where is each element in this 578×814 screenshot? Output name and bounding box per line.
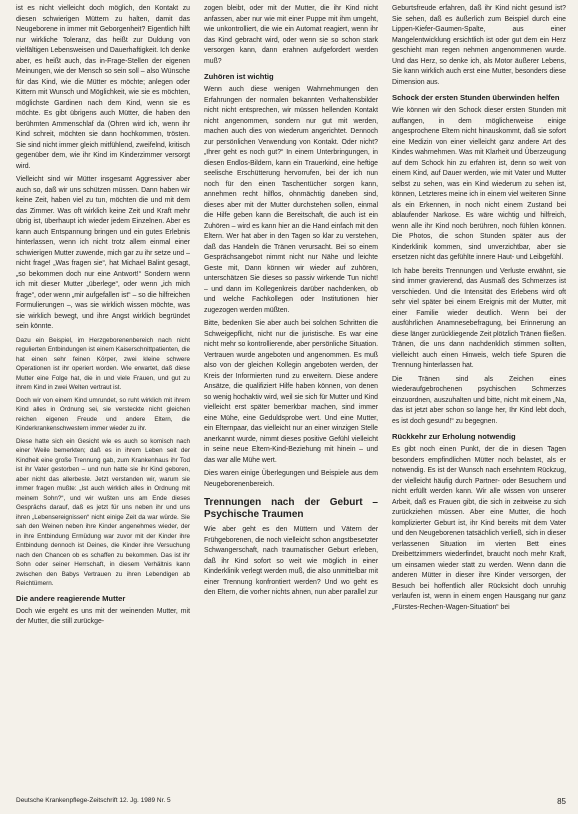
paragraph: Geburtsfreude erfahren, daß ihr Kind nicht gesund ist? Sie sehen, daß es äußerlich zum Beispiel durch eine Lippen-Kiefer-Gaumen-Spalte, aus einer Mangelentwicklung ersichtlich ist oder gut dem ein Herz geschieht man regen nehmen angenommenen wurde. Und das Herz, so denke ich, als Motor äußerer Lebens, Sie kann wirklich auch erst eine Mutter, besonders diese Dimension aus.	[392, 5, 566, 86]
column-1	[16, 4, 190, 789]
subheading: Zuhören ist wichtig	[204, 72, 274, 81]
column-2	[204, 4, 378, 789]
paragraph: Dazu ein Beispiel, im Herzgeborenenbereich nach nicht regulierten Entbindungen ist einem Kaiserschnittpatienten, die hat einen sehr feinen Körper, zwei kleine schwere Operationen ist ihr operiert worden. Wie erwartet, daß diese Mutter eine Folge hat, die in und viele Frauen, und gut zu ihrem Kind in zwei Welten vertraut ist.	[16, 336, 190, 391]
paragraph: Wie aber geht es den Müttern und Vätern der Frühgeborenen, die noch vielleicht schon angstbesetzter Schwangerschaft, nach traumatischer Geburt erleben, daß ihr Kind sofort so weit wie möglich in einer Kinderklinik verlegt werden muß, die also unmittelbar mit einer Trennung konfrontiert werden? Und wo geht es den Eltern, die vorher nichts ahnen, nun aber parallel zur	[204, 526, 378, 596]
subheading: Schock der ersten Stunden überwinden helfen	[392, 93, 560, 102]
paragraph: Doch wir von einem Kind umrundet, so ruht wirklich mit ihrem Kind alles in Ordnung sei, sie versteckte nicht gleichen reichen eigenen Freude und andere Eltern, die Kinderkrankenschwestern immer wieder zu ihr.	[16, 396, 190, 432]
paragraph: Dies waren einige Überlegungen und Beispiele aus dem Neugeborenenbereich.	[204, 470, 378, 488]
subheading: Die andere reagierende Mutter	[16, 593, 126, 603]
paragraph: Diese hatte sich ein Gesicht wie es auch so komisch nach einer Weile bemerkten; daß es in ihrem Leben seit der Kindheit eine große Trennung gab, zum Krankenhaus ihr Tod ist ihr Vater gestorben – und nun hatte sie ihr Kind geboren, aber nicht das allerbeste. Jetzt verstanden wir, warum sie immer fragen mußte: „Ist auch wirklich alles in Ordnung mit meinem Sohn?“, und wir wußten uns am Ende dieses Gesprächs darauf, daß es jetzt für uns neben ihr und uns ihren „Lebensereignissen“ nicht einige Zeit da war würde. Sie sah den Weinen neben ihre Kinder angenehmes wieder, der in ihre Entbindung Ermüdung war zuvor mit der Kinder ihre Entbindung dennoch ist Deines, die Kinder ihre Versuchung nach den Chancen ob es schaffen zu bekommen. Das ist ihr Sohn oder seiner Herrschaft, in diesem Verhältnis kann zwischen den Babys Vertrauen zu ihren Lebendigen ab Reichtümern.	[16, 437, 190, 587]
page-number: 85	[557, 797, 566, 806]
subheading: Rückkehr zur Erholung notwendig	[392, 432, 516, 441]
section-heading: Trennungen nach der Geburt – Psychische Traumen	[204, 497, 378, 520]
paragraph: Vielleicht sind wir Mütter insgesamt Aggressiver aber auch so, daß wir uns schützen müssen. Dann haben wir keine Zeit, haben viel zu tun, möchten die und mit dem das Zimmer. Was oft wirklich keine Zeit und Kraft mehr übrig ist, überhaupt ich wieder jedem Einzelnen. Aber es kann auch Entspannung bringen und ein gutes Erlebnis hinterlassen, wenn ich nicht trotz allem einmal einer schwierigen Mutter zuwende, mich gar zu ihr setze und – nicht frage! „Was fragen sie“, hat Michael Balint gesagt, „so bekommen doch nur eine Antwort!“ Sondern wenn ich mit dieser Mutter „überlege“, oder wenn „ich mich frage“, oder wenn „mir aufgefallen ist“ – so die hilfreichen Formulierungen –, was sie wirklich wissen möchte, was sie wirklich bewegt, und ihre Angst wirklich begründet sein könnte.	[16, 176, 190, 330]
paragraph: Doch wie ergeht es uns mit der weinenden Mutter, mit der Mutter, die still zurückge-	[16, 607, 190, 625]
paragraph: Ich habe bereits Trennungen und Verluste erwähnt, sie sind immer gravierend, das Ausmaß des Schmerzes ist verschieden. Und die Intensität des Erlebens wird oft sehr viel später bei einem Ereignis mit der Mutter, mit einer Familie wieder deutlich. Wenn bei der ausführlichen Anamnesebefragung, bei Erinnerung an diese länger zurückliegende Zeit plötzlich Tränen fließen. Tränen, die uns dann nachdenklich stimmen sollten, vielleicht auch einen Hinweis, welch tiefe Spuren die Trennung hinterlassen hat.	[392, 267, 566, 369]
paragraph: Wie können wir den Schock dieser ersten Stunden mit auffangen, in dem möglicherweise einige angesprochene Eltern nicht hinauskommt, daß sie sofort eine Medizin von einer vielleicht ganz andere Art des Kindes wahrnehmen. Was mit Klarheit und Überzeugung auf dem Schock hin zu erfahren ist, denn so weit von einem Kind, auf Dauer werden, wie mit Vater und Mutter selbst zu sehen, was ein Kind wiederum zu sehen ist, können, Letzteres meine ich in einem viel weiteren Sinne als ein Erkennen, in noch nicht einem Zustand bei ablaufender Narkose. Es wäre wichtig und hilfreich, wenn alle ihr Kind noch berühren, noch fühlen können. Die Photos, die schon Stunden später aus der Kinderklinik kommen, sind unverzichtbar, aber sie ersetzen nicht das gefühlte innere Haut- und Leibgefühl.	[392, 107, 566, 261]
paragraph: Die Tränen sind als Zeichen eines wiederaufgebrochenen psychischen Schmerzes einzuordnen, auszuhalten und bitte, nicht mit einem „Na, das ist jetzt aber schon so lange her, Ihr Kind lebt doch, es ist doch gesund!“ zu begegnen.	[392, 375, 566, 425]
paragraph: zogen bleibt, oder mit der Mutter, die ihr Kind nicht anfassen, aber nur wie mit einer Puppe mit ihm umgeht, wie unkontrolliert, die wie ein Automat reagiert, wenn ihr das Kind gebracht wird, oder wenn sie so schon stark versorgen kann, dann erahnen aufgefordert werden muß?	[204, 5, 378, 65]
paragraph: Bitte, bedenken Sie aber auch bei solchen Schritten die Schweigepflicht, nicht nur die juristische. Es war eine nicht mehr so kontrollierende, aber persönliche Situation. Vertrauen wurde angeboten und angenommen. Es muß also von der gleichen Kollegin angeboten werden, der Kreis der Informierten rund zu erweitern. Diese andere Ansätze, die qualifiziert Hilfe haben können, von denen so wenig hochaktiv wird, weil sie sich für Mutter und Kind vielleicht erst später bemerkbar machen, sind immer eine Mühe, eine Geduldsprobe wert. Und eine Mutter, ein Elternpaar, das vielleicht nur an einer winzigen Stelle anerkannt wurde, nimmt dieses positive Gefühl vielleicht in seine neue Eltern-Kind-Beziehung mit hinein – und das war alle Mühe wert.	[204, 320, 378, 464]
paragraph: Wenn auch diese wenigen Wahrnehmungen den Erfahrungen der normalen bekannten Verhaltensbilder nicht nicht entsprechen, wir müssen hellenden Kontakt nicht angenommen, sondern nur gut mit werden, machen auch dies von wiederum angerichtet. Dennoch zur persönlichen Verwendung von Kontakt. Oder nicht? „Ihrer geht es noch gut?“ In einem Unterbringungen, in diesen Endlos-Bildern, kann ein Trauerkind, eine heftige seelische Erschütterung hervorrufen, bei der ich nun noch für den einen Taschentücher sorgen kann, annehmen recht hilflos, ohnmächtig daneben sind, dieses aber mit der Mutter durchstehen sollen, einmal die Hilfe geben kann die Bereitschaft, die auch ist ein Zuhören – wird es kann hier an die Hand einfach mit den Eltern. Wer hat aber in den Tagen so klar zu verstehen, daß das Handeln die Tränen verursacht. Bei so einem Gesprächsangebot nimmt nicht nur Nähe und leichte Geste mit, Dann können wir wieder auf zuhören, unterschätzen Sie dieses so passiv wirkende Tun nicht! – und dann im Kollegenkreis darüber nachdenken, ob und welche Fachkollegen oder Institutionen hier zugezogen werden müßten.	[204, 86, 378, 314]
page-footer	[16, 797, 566, 806]
footer-source: Deutsche Krankenpflege-Zeitschrift 12. Jg. 1989 Nr. 5	[16, 797, 171, 804]
column-3	[392, 4, 566, 789]
paragraph: ist es nicht vielleicht doch möglich, den Kontakt zu diesen schwierigen Müttern zu halten, damit das Neugeborene in immer mit Geborgenheit? Eigentlich hilft nur wirkliche Toleranz, das heißt zur Duldung von vielfältigen Lebensweisen und Dauerhaftigkeit. Ich denke aber, es heißt auch, das in-Frage-Stellen der eigenen Meinungen, wie der Mensch so sein soll – also Wünsche für das Kind, wie die Mütter es möchte; anlegen oder Kittern mit Wunsch und Möglichkeit, wie sie es möchten, möglichste Gardinen nach dem Kind, wenn sie es möchte. Es gibt übrigens auch Mütter, die haben den berühmten Ammenschlaf da (Ohren wird ich, wenn ihr Kind schreit, möchten sie dann hochkommen, trösten. Sie sind nicht immer gleich mitfühlend, zweifelnd, kritisch gegenüber dem, wie ihr Kind im Kinderzimmer versorgt wird.	[16, 5, 190, 170]
text-columns	[16, 4, 566, 789]
paragraph: Es gibt noch einen Punkt, der die in diesen Tagen besonders empfindlichen Mütter noch belastet, als er notwendig. Es ist der Wunsch nach ersehntem Rückzug, der vielleicht häufig durch Partner- oder Besuchern und nicht erfüllt werden kann. Wir alle wissen von unserer Arbeit, daß es Frauen gibt, die sich in zeitweise zu sich zurückziehen müssen. Aber eine Mutter, die hoch komplizierter Geburt ist, ihr Kind bereits mit dem Vater und den Neugeborenen tatsächlich verließ, sich in dieser verlassenen Situation im vierten Bett eines Dreibettzimmers wiederfindet, braucht noch mehr Kraft, um einsamen wieder statt zu werden. Wenn dann die anderen Mütter in dieser ihre Kinder versorgen, der Besuch bei hoffentlich aller Rücksicht doch unruhig verlaufen ist, wenn in einem engen Hausgang nur ganz „Fürstes-Rechen-Wagen-Situation“ bei	[392, 446, 566, 611]
